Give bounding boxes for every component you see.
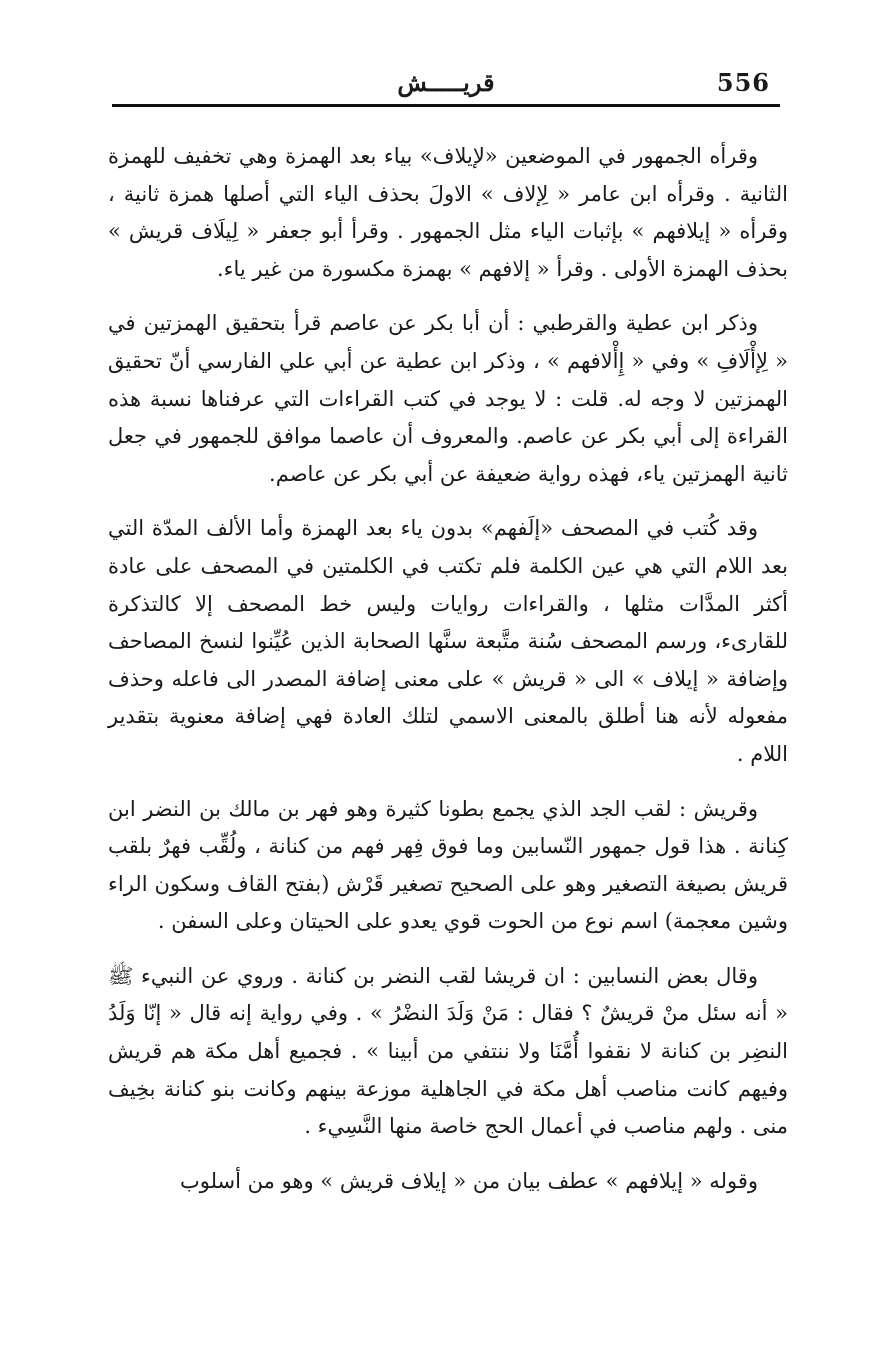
running-title: قريـــــش	[397, 68, 495, 97]
page-number: 556	[716, 68, 770, 97]
paragraph: وقرأه الجمهور في الموضعين «لإيلاف» بياء بعد الهمزة وهي تخفيف للهمزة الثانية . وقرأه ابن عامر « لِإلاف » الاولَ بحذف الياء التي أصلها همزة ثانية ، وقرأه « إيلافهم » بإثبات الياء مثل الجمهور . وقرأ أبو جعفر « لِيلَاف قريش » بحذف الهمزة الأولى . وقرأ « إلافهم » بهمزة مكسورة من غير ياء.	[108, 144, 788, 281]
paragraph: وقوله « إيلافهم » عطف بيان من « إيلاف قريش » وهو من أسلوب	[179, 1168, 758, 1193]
page-header	[112, 62, 780, 108]
paragraph: وقال بعض النسابين : ان قريشا لقب النضر بن كنانة . وروي عن النبيء ﷺ « أنه سئل منْ قريشٌ ؟ فقال : مَنْ وَلَدَ النضْرُ » . وفي رواية إنه قال « إنّا وَلَدُ النضِر بن كنانة لا نقفوا أُمَّنَا ولا ننتفي من أبينا » . فجميع أهل مكة هم قريش وفيهم كانت مناصب أهل مكة في الجاهلية موزعة بينهم وكانت بنو كنانة بخِيف منى . ولهم مناصب في أعمال الحج خاصة منها النَّسِيء .	[108, 963, 788, 1139]
header-rule	[112, 104, 780, 107]
body-text	[108, 138, 788, 1200]
paragraph: وذكر ابن عطية والقرطبي : أن أبا بكر عن عاصم قرأ بتحقيق الهمزتين في « لِإأْلَافِ » وفي « إِأْلافهم » ، وذكر ابن عطية عن أبي علي الفارسي أنّ تحقيق الهمزتين لا وجه له. قلت : لا يوجد في كتب القراءات التي عرفناها نسبة هذه القراءة إلى أبي بكر عن عاصم. والمعروف أن عاصما موافق للجمهور في جعل ثانية الهمزتين ياء، فهذه رواية ضعيفة عن أبي بكر عن عاصم.	[108, 311, 788, 486]
paragraph: وقد كُتب في المصحف «إلَفهم» بدون ياء بعد الهمزة وأما الألف المدّة التي بعد اللام التي هي عين الكلمة فلم تكتب في الكلمتين في المصحف على عادة أكثر المدَّات مثلها ، والقراءات روايات وليس خط المصحف إلا كالتذكرة للقارىء، ورسم المصحف سُنة متَّبعة سنَّها الصحابة الذين عُيِّنوا لنسخ المصاحف وإضافة « إيلاف » الى « قريش » على معنى إضافة المصدر الى فاعله وحذف مفعوله لأنه هنا أطلق بالمعنى الاسمي لتلك العادة فهي إضافة معنوية بتقدير اللام .	[108, 516, 788, 766]
paragraph: وقريش : لقب الجد الذي يجمع بطونا كثيرة وهو فهر بن مالك بن النضر ابن كِنانة . هذا قول جمهور النّسابين وما فوق فِهر فهم من كنانة ، ولُقِّب فهرٌ بلقب قريش بصيغة التصغير وهو على الصحيح تصغير قَرْش (بفتح القاف وسكون الراء وشين معجمة) اسم نوع من الحوت قوي يعدو على الحيتان وعلى السفن .	[108, 796, 788, 934]
